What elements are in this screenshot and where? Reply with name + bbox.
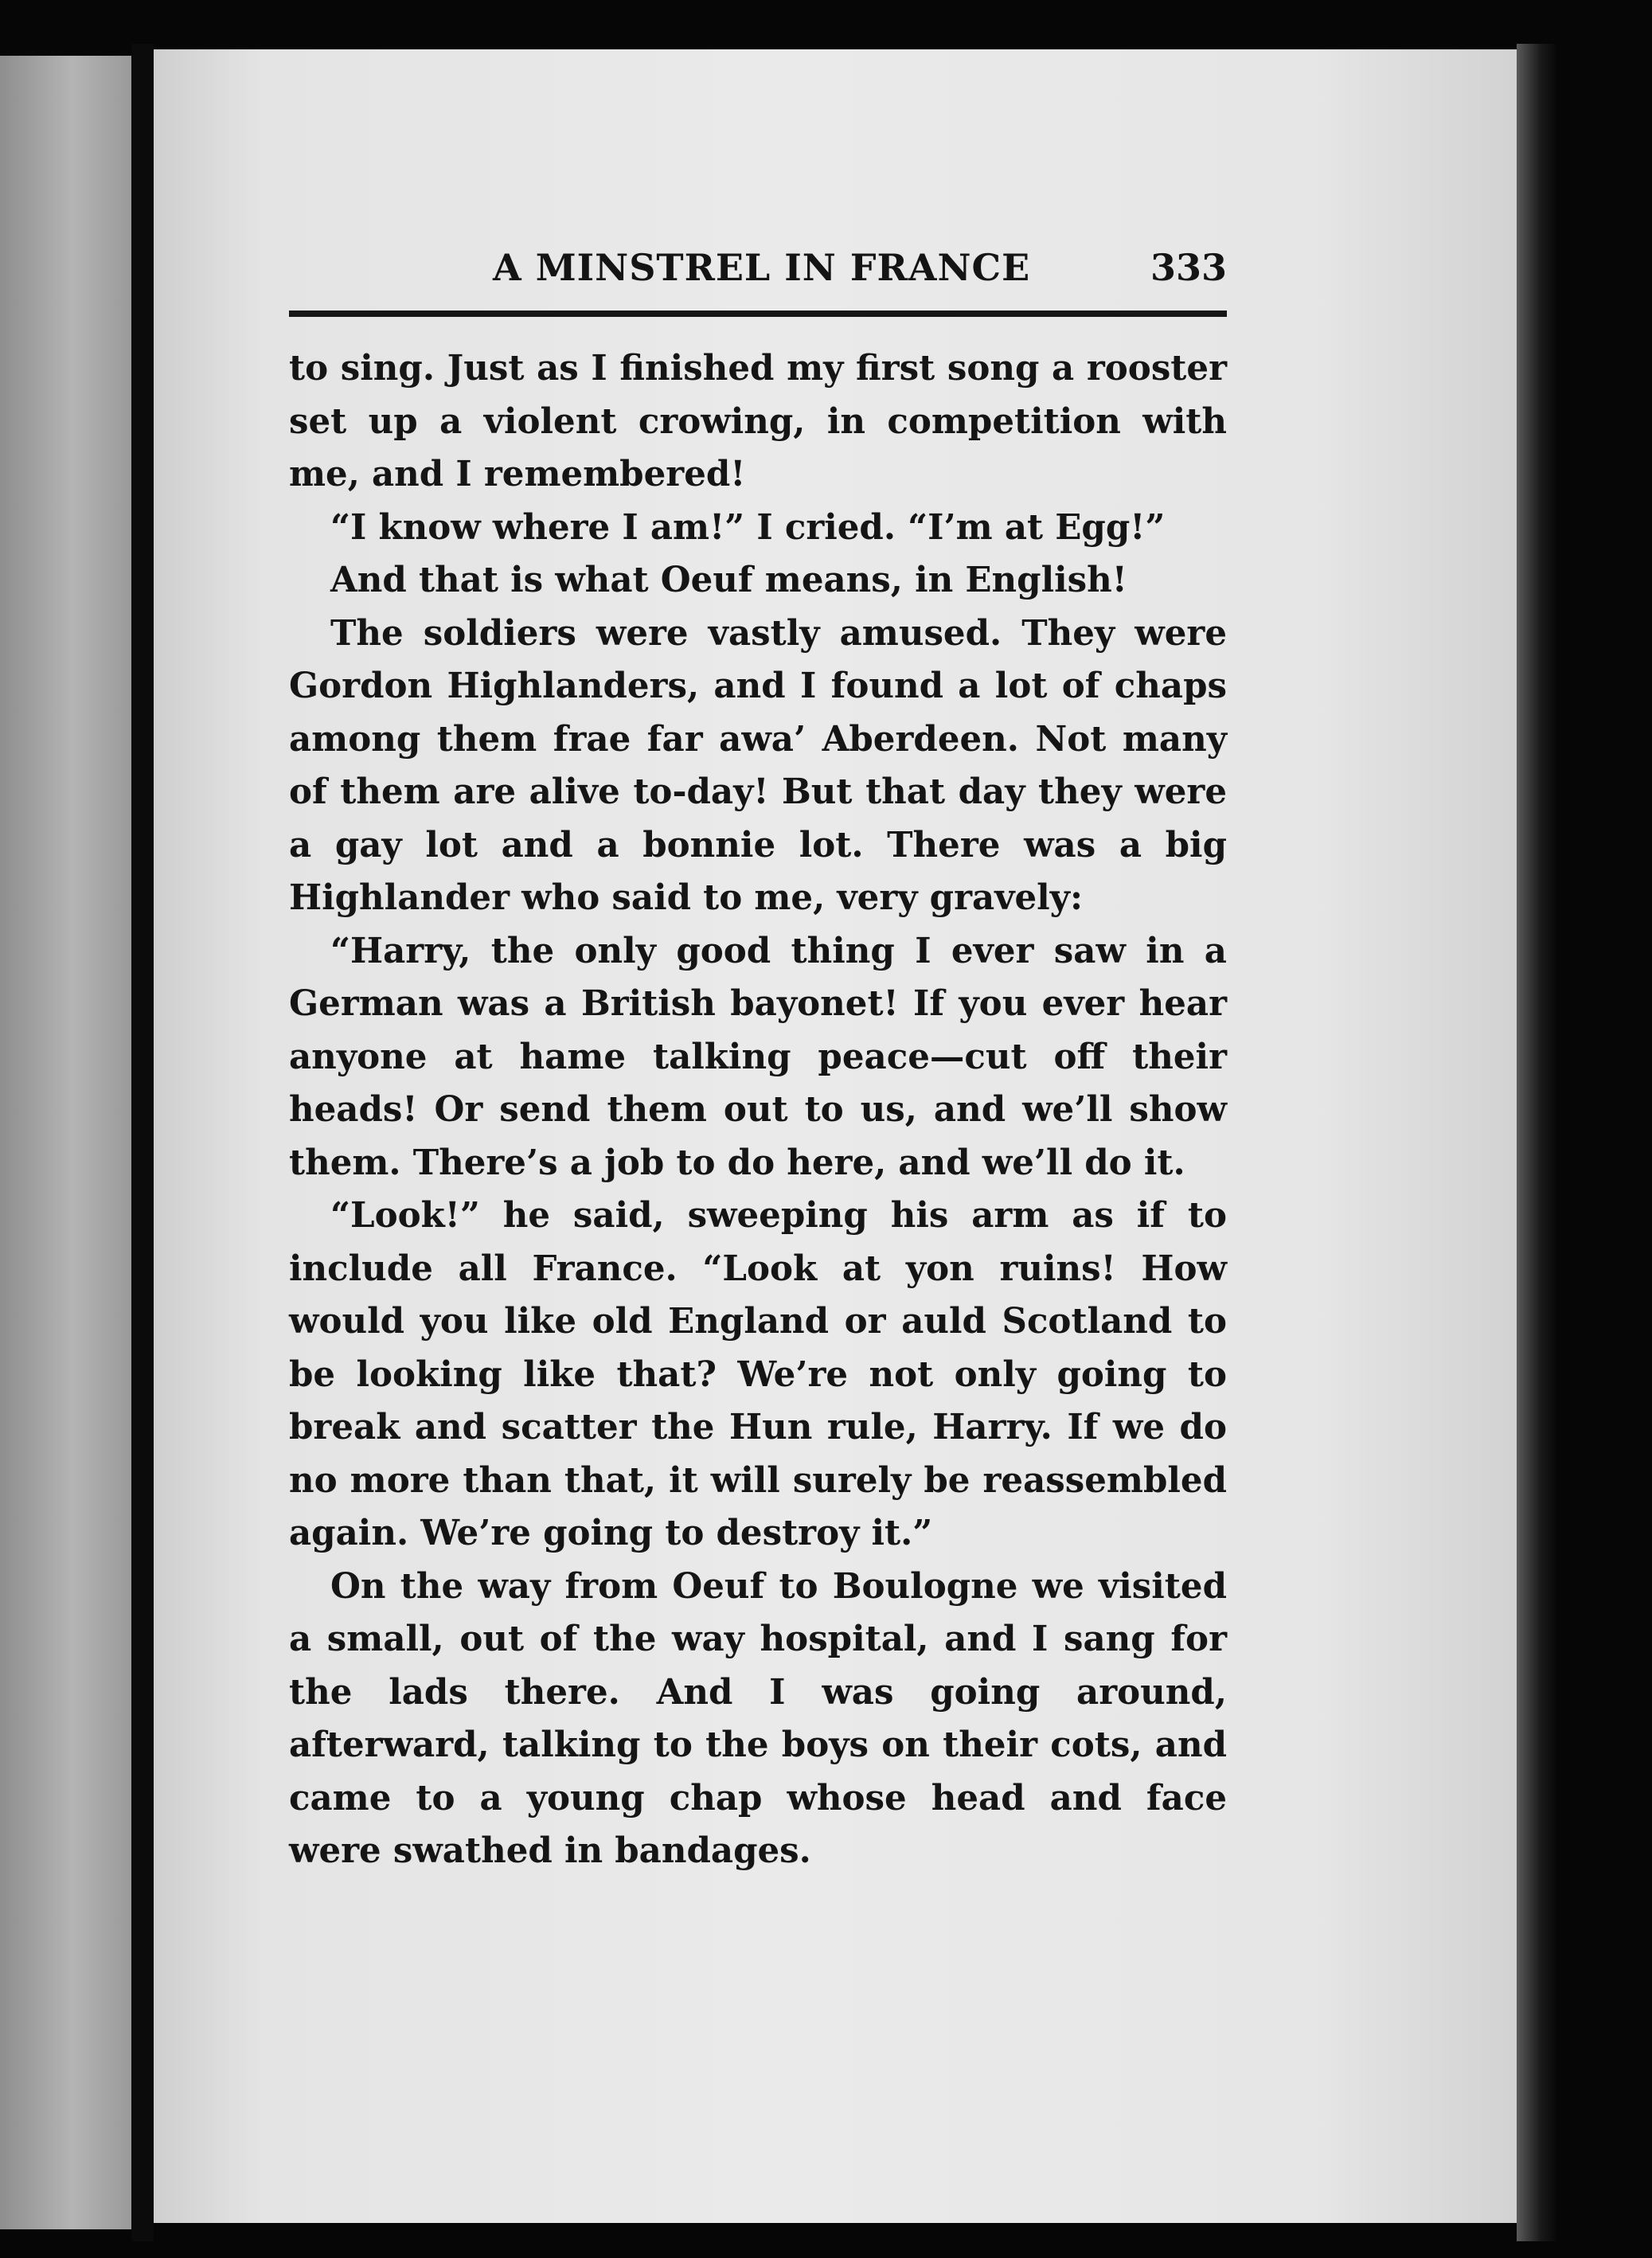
page-number: 333 [1150, 246, 1227, 289]
running-title: A MINSTREL IN FRANCE [493, 246, 1031, 289]
body-text [289, 342, 1227, 1878]
paragraph: “Look!” he said, sweeping his arm as if to include all France. “Look at yon ruins! How would you like old England or auld Scotland to be looking like that? We’re not only going to break and scatter the Hun rule, Harry. If we do no more than that, it will surely be reassembled again. We’re going to destroy it.” [289, 1195, 1227, 1553]
page-edge-shadow [1517, 44, 1556, 2241]
previous-page-edge [0, 56, 131, 2229]
paragraph: “I know where I am!” I cried. “I’m at Egg!” [330, 506, 1166, 548]
book-gutter [131, 44, 154, 2241]
paragraph: to sing. Just as I finished my first song a rooster set up a violent crowing, in competition with me, and I remembered! [289, 348, 1227, 494]
paragraph: The soldiers were vastly amused. They were Gordon Highlanders, and I found a lot of chaps among them frae far awa’ Aberdeen. Not many of them are alive to-day! But that day they were a gay lot and a bonnie lot. There was a big Highlander who said to me, very gravely: [289, 612, 1227, 918]
paragraph: On the way from Oeuf to Boulogne we visited a small, out of the way hospital, and I sang for the lads there. And I was going around, afterward, talking to the boys on their cots, and came to a young chap whose head and face were swathed in bandages. [289, 1565, 1227, 1871]
paragraph: And that is what Oeuf means, in English! [330, 560, 1127, 600]
running-header [289, 241, 1227, 308]
paragraph: “Harry, the only good thing I ever saw in a German was a British bayonet! If you ever hear anyone at hame talking peace—cut off their heads! Or send them out to us, and we’ll show them. There’s a job to do here, and we’ll do it. [289, 930, 1227, 1183]
header-rule [289, 311, 1227, 317]
